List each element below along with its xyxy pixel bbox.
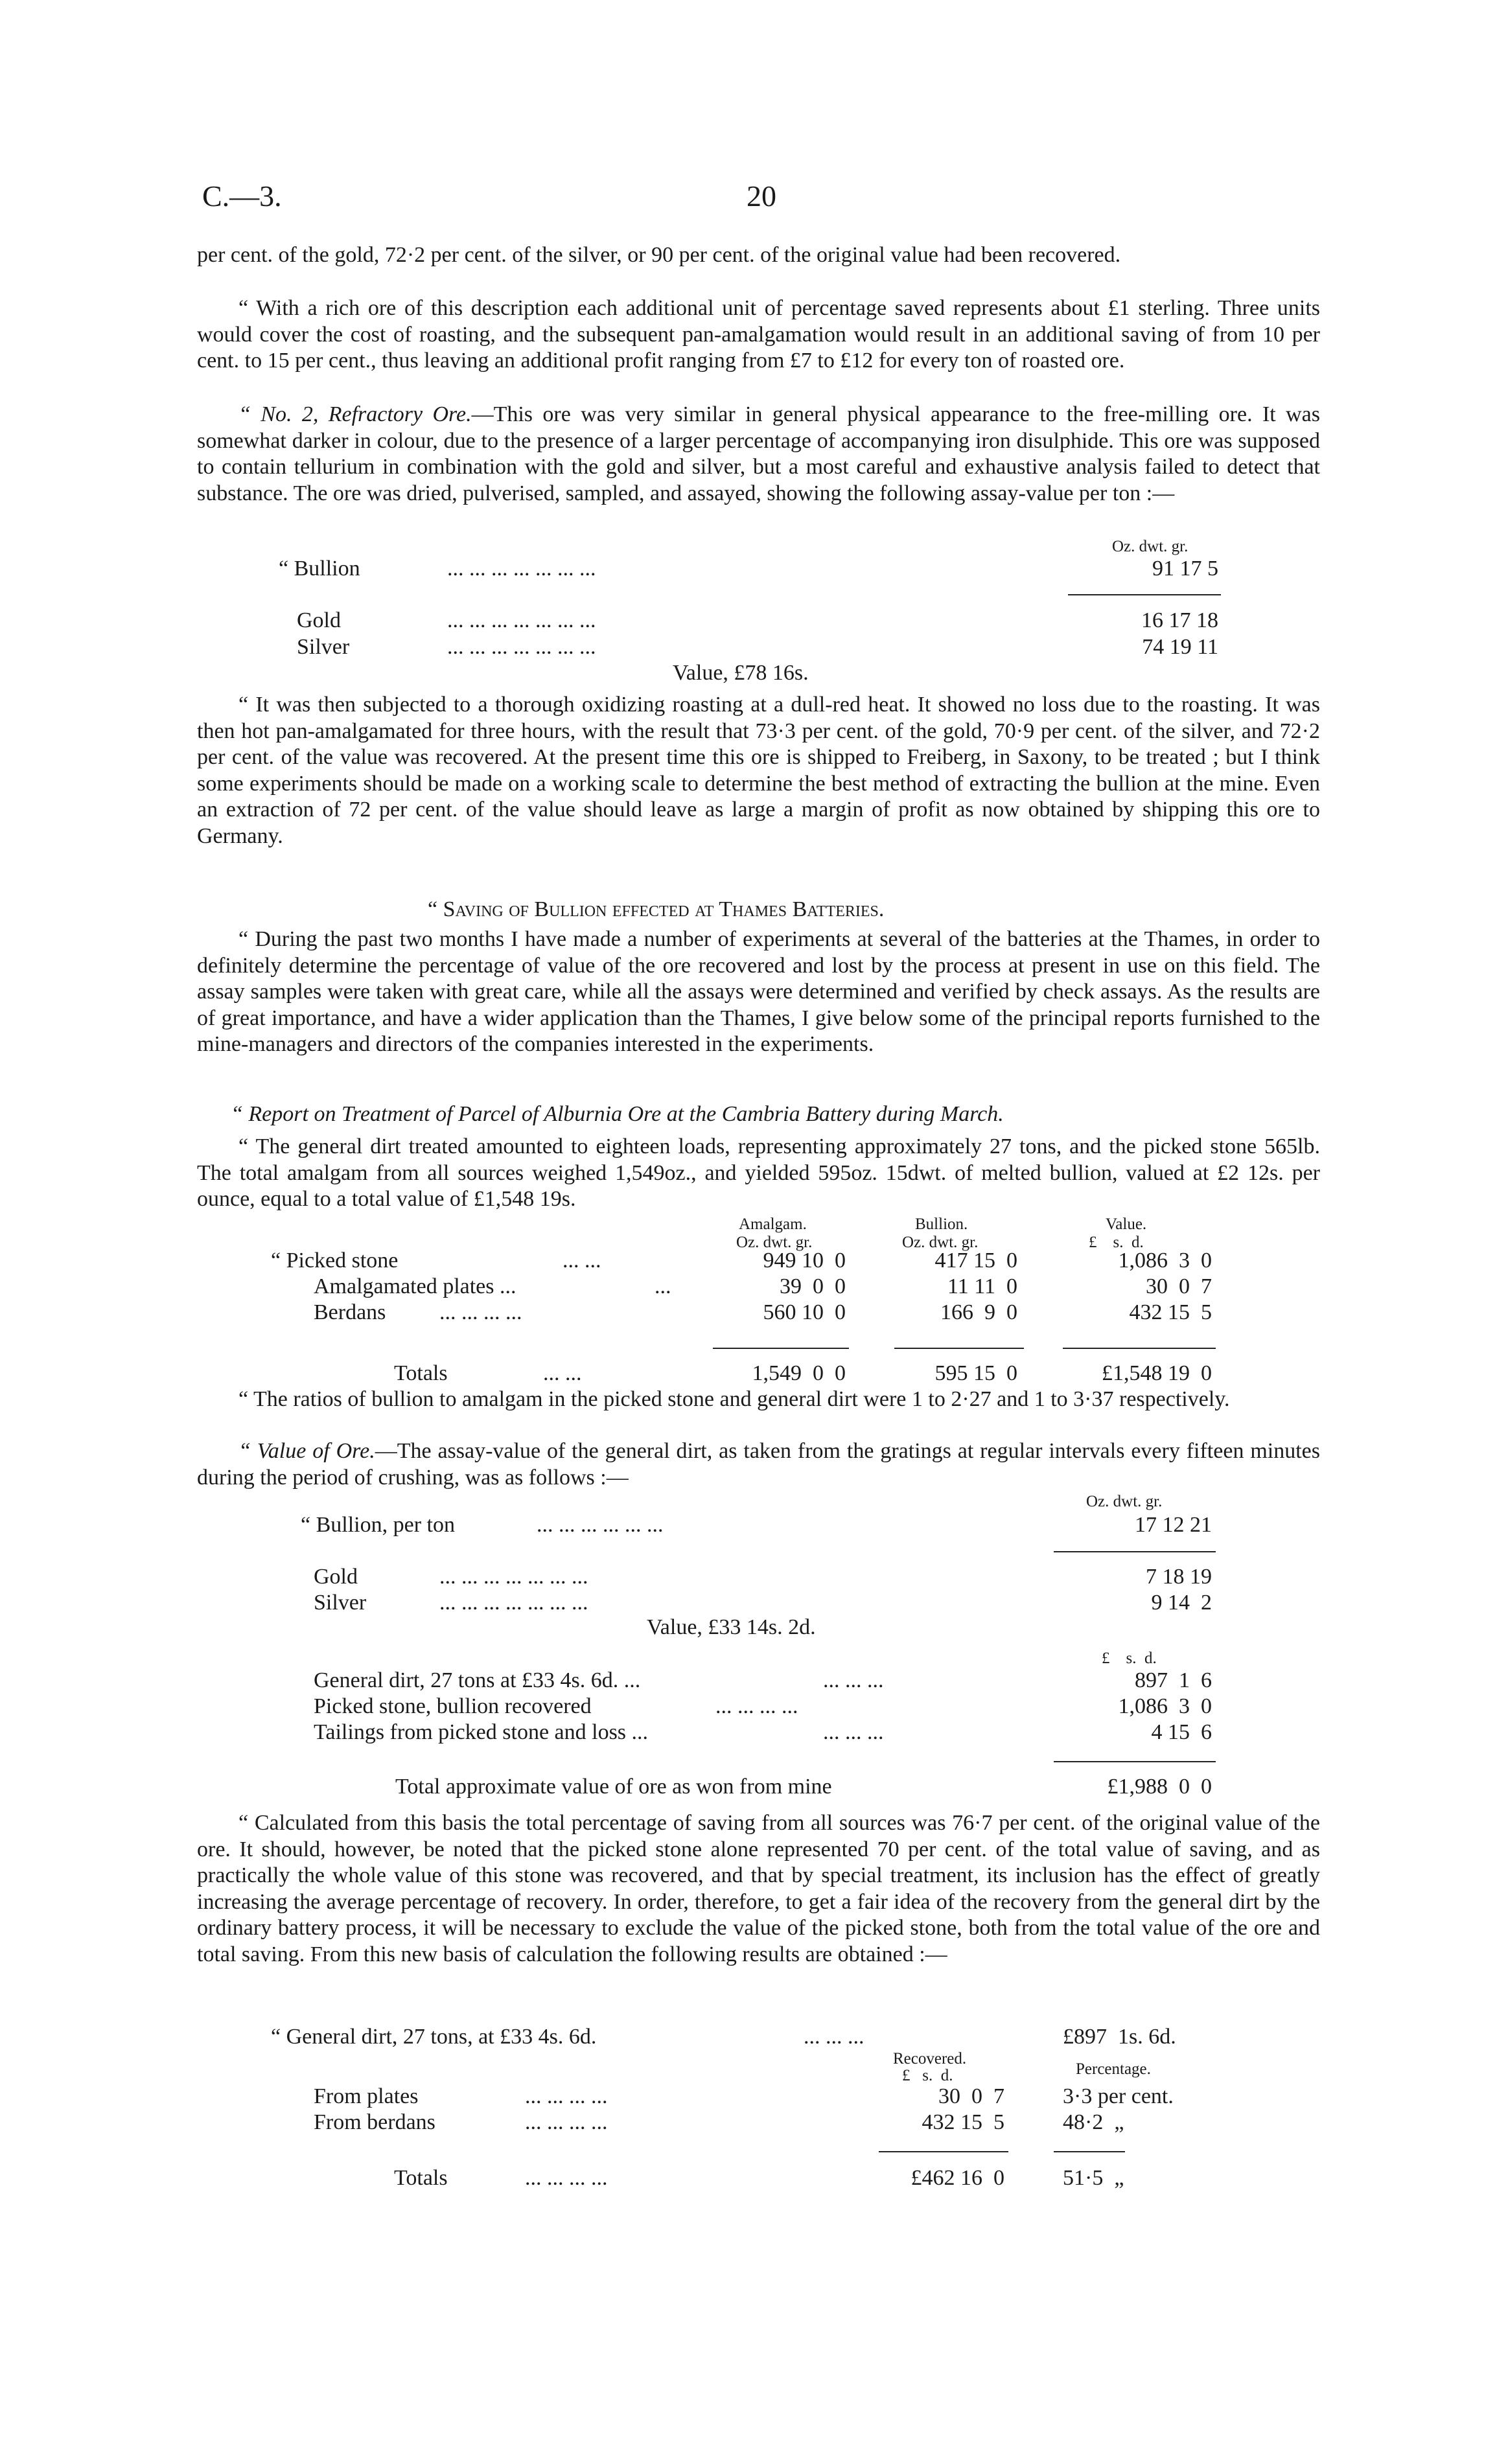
divider — [1068, 594, 1221, 595]
row-label-silver: Silver — [297, 635, 350, 659]
paragraph-body: —This ore was very similar in general physical appearance to the free-milling ore. It was somewhat darker in colour, due to the presence of a larger percentage of accompanying iron disulphide. This ore was supposed to contain tellurium in combination with the gold and silver, but a most careful and exhaustive analysis failed to detect that substance. The ore was dried, pulverised, sampled, and assayed, showing the following assay-value per ton :— — [197, 402, 1320, 505]
bullion-value: 417 15 0 — [934, 1249, 1017, 1272]
divider — [1054, 1551, 1216, 1552]
divider — [894, 1348, 1024, 1349]
assay-value: Value, £78 16s. — [673, 661, 809, 685]
section-heading: “ Saving of Bullion effected at Thames Batteries. — [428, 897, 885, 921]
recovered-value: 432 15 5 — [922, 2110, 1004, 2134]
totals-bullion: 595 15 0 — [934, 1361, 1017, 1385]
leader-dots: ... ... ... — [823, 1668, 884, 1692]
money-value: 30 0 7 — [1146, 1274, 1212, 1298]
value-gold: 7 18 19 — [1146, 1565, 1212, 1589]
paragraph-body: —The assay-value of the general dirt, as taken from the gratings at regular intervals every fifteen minutes during the period of crushing, was as follows :— — [197, 1439, 1320, 1490]
money-value: 432 15 5 — [1129, 1300, 1212, 1324]
units-value: £ s. d. — [1089, 1234, 1144, 1251]
leader-dots: ... ... ... ... ... ... ... — [447, 635, 596, 659]
paragraph: “ It was then subjected to a thorough oxidizing roasting at a dull-red heat. It showed no loss due to the roasting. It was then hot pan-amalgamated for three hours, with the result that 73·3 per cent. of the gold, 70·9 per cent. of the silver, and 72·2 per cent. of the value was recovered. At the present time this ore is shipped to Freiberg, in Saxony, to be treated ; but I think some experiments should be made on a working scale to determine the best method of extracting the bullion at the mine. Even an extraction of 72 per cent. of the value should leave as large a margin of profit as now obtained by shipping this ore to Germany. — [197, 693, 1320, 848]
amalgam-value: 949 10 0 — [763, 1249, 846, 1272]
totals-amalgam: 1,549 0 0 — [752, 1361, 846, 1385]
row-label-silver: Silver — [314, 1591, 367, 1615]
value-bullion: 17 12 21 — [1135, 1513, 1212, 1537]
paragraph: “ During the past two months I have made a number of experiments at several of the batteries at the Thames, in order to definitely determine the percentage of value of the ore recovered and lost by the process at present in use on this field. The assay samples were taken with great care, while all the assays were determined and verified by check assays. As the results are of great importance, and have a wider application than the Thames, I give below some of the principal reports furnished to the mine-managers and directors of the companies interested in the experiments. — [197, 927, 1320, 1056]
units-header: Oz. dwt. gr. — [1112, 538, 1189, 555]
paragraph — [197, 1438, 1320, 1491]
row-label: Tailings from picked stone and loss ... — [314, 1720, 649, 1744]
divider — [1054, 2151, 1125, 2152]
column-header-amalgam: Amalgam. — [739, 1215, 807, 1233]
row-label: Amalgamated plates ... — [314, 1274, 516, 1298]
value-gold: 16 17 18 — [1141, 608, 1218, 632]
row-label: Picked stone, bullion recovered — [314, 1694, 592, 1718]
paragraph: “ With a rich ore of this description each additional unit of percentage saved represents about £1 sterling. Three units would cover the cost of roasting, and the subsequent pan-amalgamation would result in an additional saving of from 10 per cent. to 15 per cent., thus leaving an additional profit ranging from £7 to £12 for every ton of roasted ore. — [197, 296, 1320, 373]
assay-value: Value, £33 14s. 2d. — [647, 1615, 816, 1639]
leader-dots: ... ... ... ... ... ... ... — [439, 1591, 588, 1615]
row-label: From berdans — [314, 2110, 435, 2134]
money-value: 897 1 6 — [1135, 1668, 1212, 1692]
units-header: Oz. dwt. gr. — [1086, 1493, 1163, 1510]
paragraph-lead-italic: “ No. 2, Refractory Ore. — [238, 402, 472, 426]
total-value: £1,988 0 0 — [1107, 1775, 1212, 1799]
leader-dots: ... ... ... — [804, 2025, 864, 2049]
leader-dots: ... ... ... ... — [525, 2084, 608, 2108]
totals-percentage: 51·5 „ — [1063, 2166, 1124, 2190]
total-label: Total approximate value of ore as won from mine — [395, 1775, 832, 1799]
row-label-gold: Gold — [297, 608, 341, 632]
divider — [1063, 1348, 1216, 1349]
leader-dots: ... ... ... ... — [525, 2110, 608, 2134]
totals-recovered: £462 16 0 — [911, 2166, 1004, 2190]
row-label: “ General dirt, 27 tons, at £33 4s. 6d. — [271, 2025, 597, 2049]
bullion-value: 166 9 0 — [940, 1300, 1017, 1324]
paragraph: per cent. of the gold, 72·2 per cent. of the silver, or 90 per cent. of the original value had been recovered. — [197, 243, 1121, 267]
paragraph-lead-italic: “ Value of Ore. — [238, 1439, 375, 1463]
column-header-percentage: Percentage. — [1076, 2060, 1151, 2078]
leader-dots: ... ... ... ... ... ... ... — [447, 557, 596, 581]
column-header-recovered: Recovered. — [893, 2050, 967, 2067]
divider — [713, 1348, 849, 1349]
intro-value: £897 1s. 6d. — [1063, 2025, 1176, 2049]
paragraph: “ The ratios of bullion to amalgam in the picked stone and general dirt were 1 to 2·27 and 1 to 3·37 respectively. — [238, 1387, 1230, 1411]
value-silver: 74 19 11 — [1142, 635, 1218, 659]
row-label-gold: Gold — [314, 1565, 358, 1589]
value-silver: 9 14 2 — [1151, 1591, 1212, 1615]
report-heading: “ Report on Treatment of Parcel of Alburnia Ore at the Cambria Battery during March. — [231, 1102, 1004, 1126]
page-number: 20 — [747, 179, 776, 213]
units-bullion: Oz. dwt. gr. — [902, 1234, 979, 1251]
divider — [879, 2151, 1008, 2152]
amalgam-value: 560 10 0 — [763, 1300, 846, 1324]
recovered-value: 30 0 7 — [938, 2084, 1004, 2108]
totals-label: Totals — [394, 1361, 448, 1385]
percentage-value: 48·2 „ — [1063, 2110, 1124, 2134]
units-header: £ s. d. — [1102, 1650, 1157, 1667]
row-label: General dirt, 27 tons at £33 4s. 6d. ... — [314, 1668, 641, 1692]
bullion-value: 11 11 0 — [947, 1274, 1017, 1298]
leader-dots: ... ... ... ... — [525, 2166, 608, 2190]
leader-dots: ... ... ... ... — [715, 1694, 798, 1718]
leader-dots: ... ... ... ... ... ... ... — [447, 608, 596, 632]
row-label: From plates — [314, 2084, 419, 2108]
series-reference: C.—3. — [202, 179, 282, 213]
row-label-bullion: “ Bullion, per ton — [301, 1513, 455, 1537]
value-bullion: 91 17 5 — [1152, 557, 1218, 581]
units-amalgam: Oz. dwt. gr. — [736, 1234, 813, 1251]
paragraph: “ Calculated from this basis the total percentage of saving from all sources was 76·7 per cent. of the original value of the ore. It should, however, be noted that the picked stone alone represented 70 per cent. of the total value of saving, and as practically the whole value of this stone was recovered, and that by special treatment, its inclusion has the effect of greatly increasing the average percentage of recovery. In order, therefore, to get a fair idea of the recovery from the general dirt by the ordinary battery process, it will be necessary to exclude the value of the picked stone, both from the total value of the ore and total saving. From this new basis of calculation the following results are obtained :— — [197, 1811, 1320, 1966]
totals-label: Totals — [394, 2166, 448, 2190]
leader-dots: ... ... ... ... — [439, 1300, 522, 1324]
percentage-value: 3·3 per cent. — [1063, 2084, 1174, 2108]
leader-dots: ... ... ... — [823, 1720, 884, 1744]
leader-dots: ... ... — [543, 1361, 582, 1385]
money-value: 1,086 3 0 — [1118, 1694, 1212, 1718]
row-label-bullion: “ Bullion — [279, 557, 360, 581]
leader-dots: ... ... ... ... ... ... ... — [439, 1565, 588, 1589]
leader-dots: ... — [655, 1274, 671, 1298]
units-recovered: £ s. d. — [902, 2067, 953, 2084]
amalgam-value: 39 0 0 — [780, 1274, 846, 1298]
column-header-bullion: Bullion. — [915, 1215, 968, 1233]
leader-dots: ... ... — [563, 1249, 601, 1272]
row-label: Berdans — [314, 1300, 386, 1324]
row-label: “ Picked stone — [271, 1249, 399, 1272]
money-value: 4 15 6 — [1151, 1720, 1212, 1744]
column-header-value: Value. — [1106, 1215, 1147, 1233]
leader-dots: ... ... ... ... ... ... — [537, 1513, 664, 1537]
money-value: 1,086 3 0 — [1118, 1249, 1212, 1272]
divider — [1054, 1761, 1216, 1762]
totals-value: £1,548 19 0 — [1102, 1361, 1212, 1385]
paragraph — [197, 402, 1320, 507]
paragraph: “ The general dirt treated amounted to eighteen loads, representing approximately 27 tons, and the picked stone 565lb. The total amalgam from all sources weighed 1,549oz., and yielded 595oz. 15dwt. of melted bullion, valued at £2 12s. per ounce, equal to a total value of £1,548 19s. — [197, 1134, 1320, 1211]
